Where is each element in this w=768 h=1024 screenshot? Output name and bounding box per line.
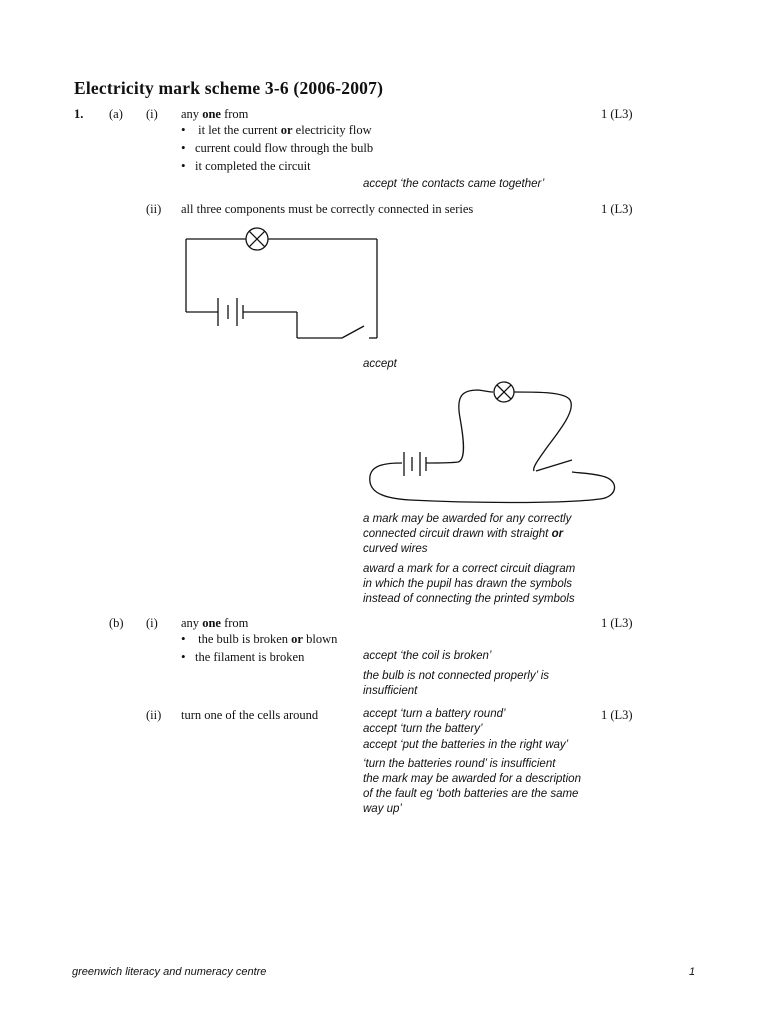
note-line: curved wires xyxy=(363,543,428,555)
note-line: in which the pupil has drawn the symbols xyxy=(363,578,573,590)
answer-bullet: • it completed the circuit xyxy=(181,158,311,174)
part-a-label: (a) xyxy=(109,107,123,121)
note-line: the mark may be awarded for a description xyxy=(363,773,581,785)
bullet-text: it let the current xyxy=(198,123,281,137)
accept-note: accept ‘the coil is broken’ xyxy=(363,650,492,662)
footer-text: greenwich literacy and numeracy centre xyxy=(72,966,267,978)
a-ii-text: all three components must be correctly connected in series xyxy=(181,202,474,216)
accept-note: accept ‘turn the battery’ xyxy=(363,723,483,735)
switch-lever xyxy=(536,460,572,471)
wire xyxy=(426,390,493,463)
bullet-text: the bulb is broken xyxy=(198,632,292,646)
note-line: instead of connecting the printed symbols xyxy=(363,593,575,605)
part-b-label: (b) xyxy=(109,616,124,630)
intro-text: from xyxy=(220,616,249,630)
intro-bold: one xyxy=(202,107,221,121)
sub-ii-label: (ii) xyxy=(146,708,162,722)
wire xyxy=(370,463,615,503)
sub-i-label: (i) xyxy=(146,107,158,121)
intro-text: any xyxy=(181,616,203,630)
page-number: 1 xyxy=(689,966,696,978)
sub-ii-label: (ii) xyxy=(146,202,162,216)
mark-value: 1 (L3) xyxy=(601,616,633,630)
b-i-intro xyxy=(181,615,248,631)
answer-bullet: • current could flow through the bulb xyxy=(181,140,373,156)
accept-heading: accept xyxy=(363,358,397,370)
bullet-text: blown xyxy=(302,632,338,646)
bullet-bold: or xyxy=(280,123,293,137)
note-line: award a mark for a correct circuit diagram xyxy=(363,563,576,575)
note-line: way up’ xyxy=(363,803,402,815)
note-line: insufficient xyxy=(363,685,418,697)
sub-i-label: (i) xyxy=(146,616,158,630)
accept-note: accept ‘the contacts came together’ xyxy=(363,178,545,190)
bullet-bold: or xyxy=(291,632,303,646)
mark-value: 1 (L3) xyxy=(601,107,633,121)
page-title: Electricity mark scheme 3-6 (2006-2007) xyxy=(74,78,384,98)
note-line: of the fault eg ‘both batteries are the same xyxy=(363,788,579,800)
note-line: the bulb is not connected properly’ is xyxy=(363,670,550,682)
answer-bullet xyxy=(181,631,337,647)
note-line: ‘turn the batteries round’ is insufficient xyxy=(363,758,556,770)
wire xyxy=(514,392,571,471)
intro-text: from xyxy=(220,107,249,121)
note-line: a mark may be awarded for any correctly xyxy=(363,513,572,525)
intro-text: any xyxy=(181,107,203,121)
note-line xyxy=(363,527,563,543)
bullet-text: electricity flow xyxy=(292,123,372,137)
question-number: 1. xyxy=(74,107,84,121)
answer-bullet: • the filament is broken xyxy=(181,649,304,665)
b-ii-text: turn one of the cells around xyxy=(181,708,319,722)
accept-note: accept ‘turn a battery round’ xyxy=(363,708,506,720)
mark-value: 1 (L3) xyxy=(601,708,633,722)
accept-note: accept ‘put the batteries in the right way’ xyxy=(363,739,569,751)
mark-value: 1 (L3) xyxy=(601,202,633,216)
intro-bold: one xyxy=(202,616,221,630)
note-text: connected circuit drawn with straight xyxy=(363,528,552,540)
note-bold: or xyxy=(551,528,564,540)
